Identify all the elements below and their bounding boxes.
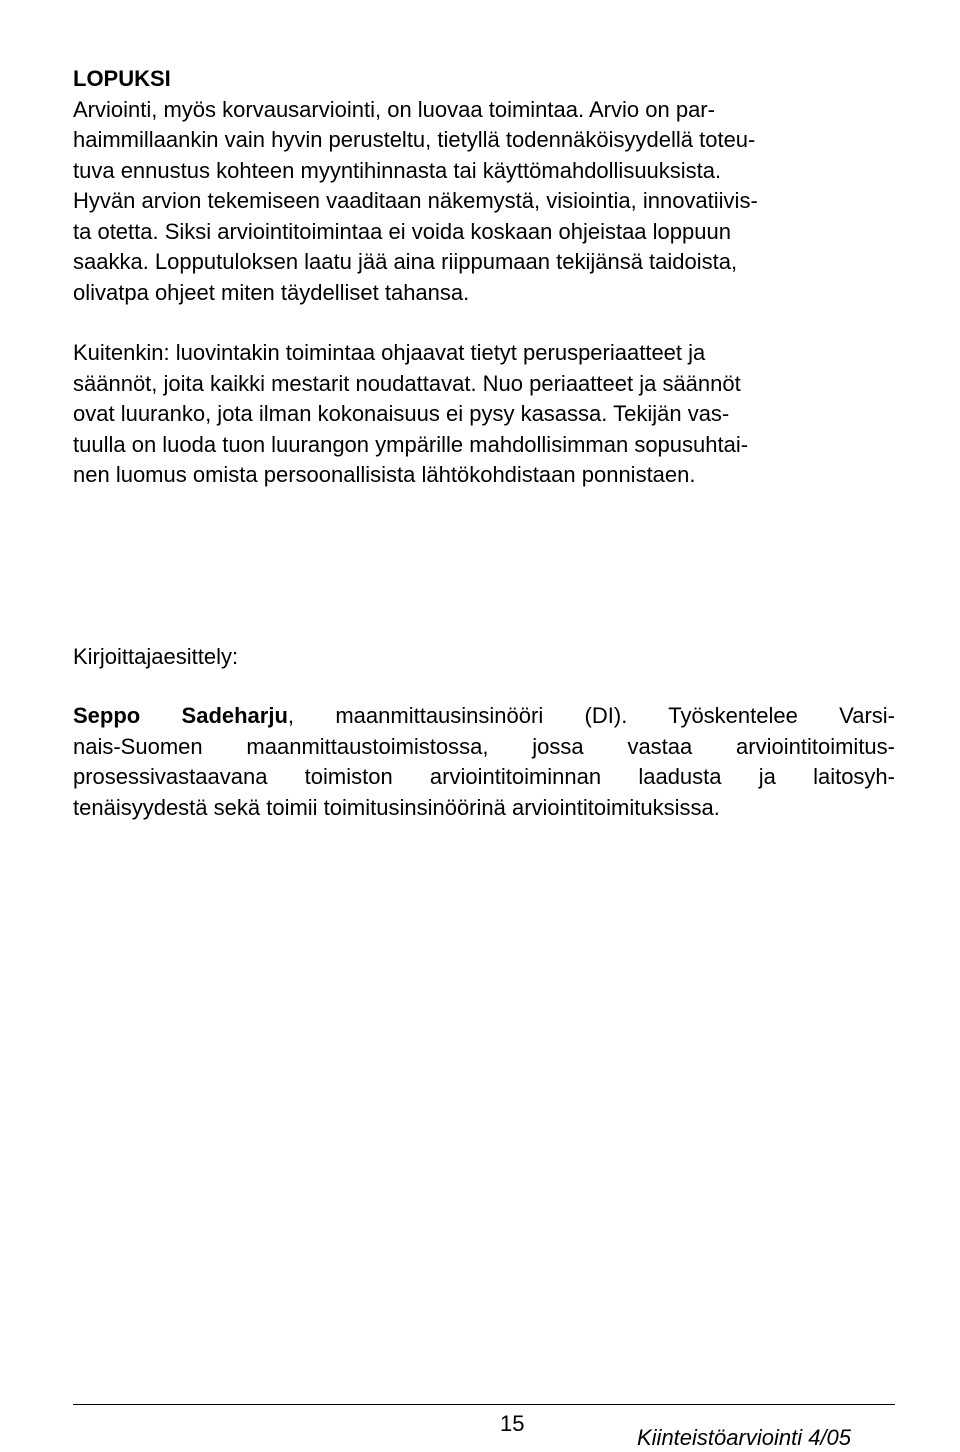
paragraph-2-line: nen luomus omista persoonallisista lähtökohdistaan ponnistaen. <box>73 462 696 487</box>
paragraph-2 <box>73 338 748 491</box>
author-bio-line: prosessivastaavana toimiston arviointitoiminnan laadusta ja laitosyh- <box>73 764 895 789</box>
author-name: Seppo Sadeharju <box>73 703 288 728</box>
paragraph-2-line: tuulla on luoda tuon luurangon ympärille mahdollisimman sopusuhtai- <box>73 431 749 457</box>
page-number: 15 <box>500 1411 525 1436</box>
author-label-block <box>73 642 238 673</box>
author-bio-line: nais-Suomen maanmittaustoimistossa, jossa vastaa arviointitoimitus- <box>73 733 895 759</box>
paragraph-2-line: ovat luuranko, jota ilman kokonaisuus ei pysy kasassa. Tekijän vas- <box>73 401 730 426</box>
conclusion-section <box>73 64 758 308</box>
author-label: Kirjoittajaesittely: <box>73 644 239 669</box>
paragraph-1-line: ta otetta. Siksi arviointitoimintaa ei voida koskaan ohjeistaa loppuun <box>73 218 731 244</box>
paragraph-1-line: saakka. Lopputuloksen laatu jää aina riippumaan tekijänsä taidoista, <box>73 249 738 274</box>
footer-rule <box>73 1404 895 1405</box>
paragraph-1-line: tuva ennustus kohteen myyntihinnasta tai käyttömahdollisuuksista. <box>73 157 722 183</box>
paragraph-2-line: Kuitenkin: luovintakin toimintaa ohjaavat tietyt perusperiaatteet ja <box>73 340 706 365</box>
author-bio-line <box>73 701 895 732</box>
author-bio-line-rest: , maanmittausinsinööri (DI). Työskentelee Varsi- <box>287 703 895 728</box>
publication-name: Kiinteistöarviointi 4/05 <box>637 1425 852 1450</box>
paragraph-2-line: säännöt, joita kaikki mestarit noudattavat. Nuo periaatteet ja säännöt <box>73 370 741 396</box>
author-bio <box>73 701 895 823</box>
author-bio-line: tenäisyydestä sekä toimii toimitusinsinöörinä arviointitoimituksissa. <box>73 794 720 820</box>
paragraph-1-line: Arviointi, myös korvausarviointi, on luovaa toimintaa. Arvio on par- <box>73 96 715 122</box>
paragraph-1-line: olivatpa ohjeet miten täydelliset tahansa. <box>73 279 470 305</box>
section-heading: LOPUKSI <box>73 66 171 91</box>
paragraph-1-line: haimmillaankin vain hyvin perusteltu, tietyllä todennäköisyydellä toteu- <box>73 127 756 152</box>
paragraph-1-line: Hyvän arvion tekemiseen vaaditaan näkemystä, visiointia, innovatiivis- <box>73 188 758 213</box>
